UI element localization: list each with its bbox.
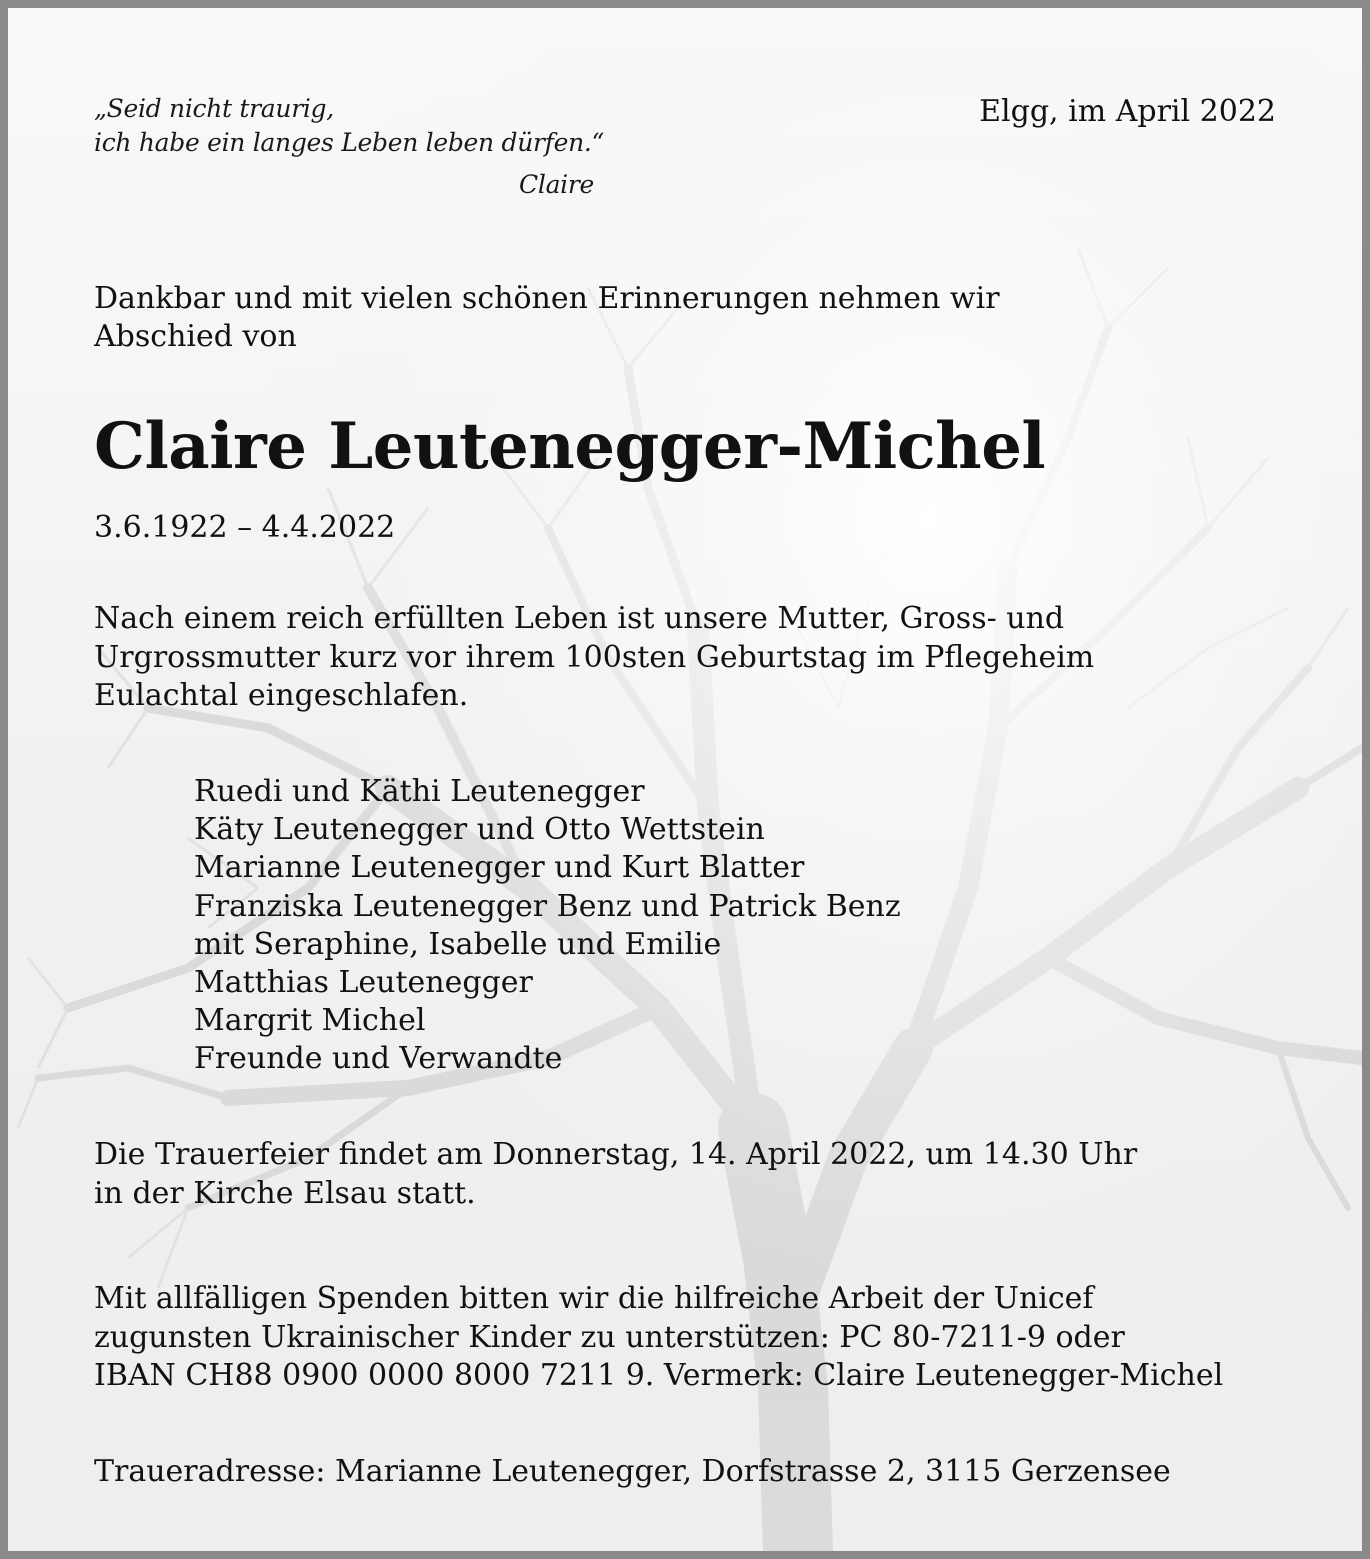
mourners-list (194, 773, 901, 1079)
mourner-item: Freunde und Verwandte (194, 1041, 563, 1077)
quote-line-1: „Seid nicht traurig, (94, 94, 334, 123)
mourner-item: mit Seraphine, Isabelle und Emilie (194, 926, 722, 962)
mourner-item: Marianne Leutenegger und Kurt Blatter (194, 850, 805, 886)
announcement-line-3: Eulachtal eingeschlafen. (94, 678, 469, 713)
announcement-line-1: Nach einem reich erfüllten Leben ist unsere Mutter, Gross- und (94, 601, 1065, 636)
intro-line-1: Dankbar und mit vielen schönen Erinnerungen nehmen wir (94, 281, 1000, 316)
mourner-item: Franziska Leutenegger Benz und Patrick Benz (194, 888, 901, 924)
funeral-line-2: in der Kirche Elsau statt. (94, 1175, 476, 1211)
mourner-item: Käty Leutenegger und Otto Wettstein (194, 812, 765, 848)
intro-line-2: Abschied von (94, 319, 297, 354)
memorial-quote (94, 92, 604, 202)
quote-author: Claire (519, 170, 595, 199)
donation-info (94, 1280, 1344, 1396)
donation-line-2: zugunsten Ukrainischer Kinder zu unterstützen: PC 80-7211-9 oder (94, 1319, 1125, 1355)
place-and-date: Elgg, im April 2022 (979, 94, 1276, 129)
obituary-content (8, 8, 1362, 1551)
obituary-card (8, 8, 1362, 1551)
funeral-info (94, 1136, 1294, 1213)
deceased-name: Claire Leutenegger-Michel (94, 409, 1046, 484)
intro-text (94, 280, 1194, 356)
mourning-address: Traueradresse: Marianne Leutenegger, Dorfstrasse 2, 3115 Gerzensee (94, 1454, 1171, 1489)
mourner-item: Margrit Michel (194, 1003, 426, 1039)
life-dates: 3.6.1922 – 4.4.2022 (94, 510, 396, 545)
quote-line-2: ich habe ein langes Leben leben dürfen.“ (94, 128, 605, 157)
announcement-text (94, 600, 1294, 716)
funeral-line-1: Die Trauerfeier findet am Donnerstag, 14. April 2022, um 14.30 Uhr (94, 1137, 1138, 1172)
announcement-line-2: Urgrossmutter kurz vor ihrem 100sten Geburtstag im Pflegeheim (94, 639, 1095, 675)
donation-line-3: IBAN CH88 0900 0000 8000 7211 9. Vermerk: Claire Leutenegger-Michel (94, 1358, 1224, 1393)
mourner-item: Ruedi und Käthi Leutenegger (194, 774, 645, 809)
donation-line-1: Mit allfälligen Spenden bitten wir die hilfreiche Arbeit der Unicef (94, 1281, 1094, 1316)
mourner-item: Matthias Leutenegger (194, 965, 533, 1001)
